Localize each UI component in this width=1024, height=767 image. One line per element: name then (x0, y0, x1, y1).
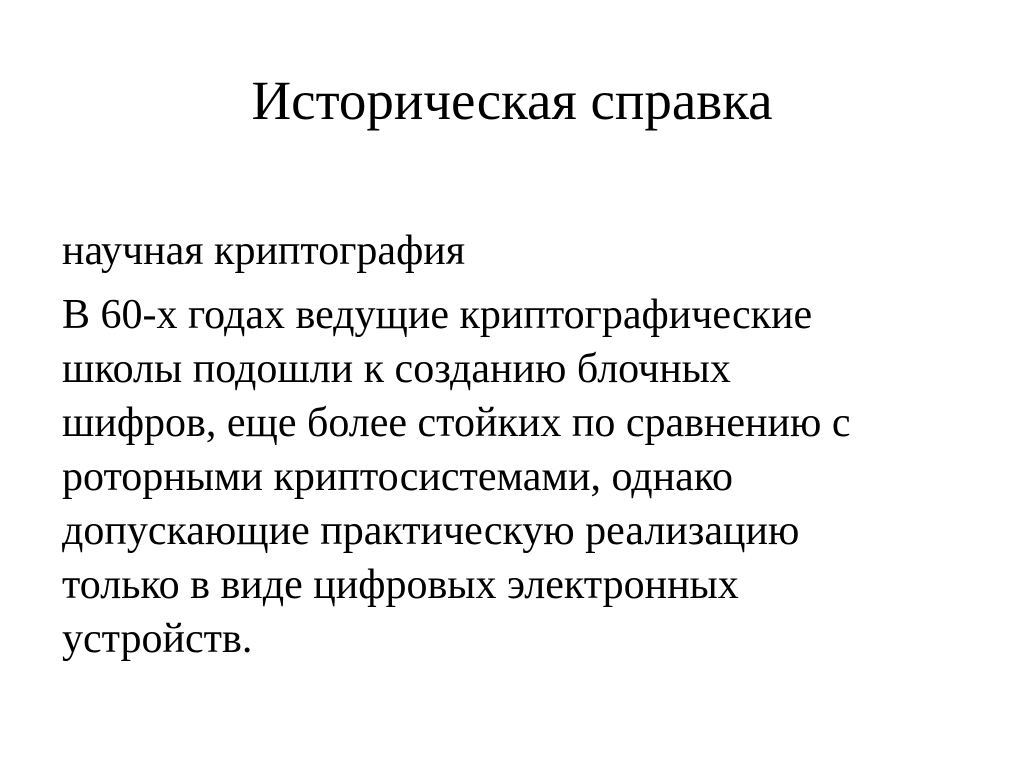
slide-body (62, 224, 962, 666)
paragraph-line: шифров, еще более стойких по сравнению с (62, 400, 851, 446)
slide-subtitle: научная криптография (62, 228, 466, 274)
paragraph-line: школы подошли к созданию блочных (62, 346, 731, 392)
paragraph-line: устройств. (62, 616, 253, 662)
slide-title: Историческая справка (251, 70, 773, 131)
paragraph-line: роторными криптосистемами, однако (62, 454, 733, 500)
paragraph-line: только в виде цифровых электронных (62, 562, 739, 608)
paragraph-line: допускающие практическую реализацию (62, 508, 800, 554)
paragraph-line: В 60-х годах ведущие криптографические (62, 292, 813, 338)
